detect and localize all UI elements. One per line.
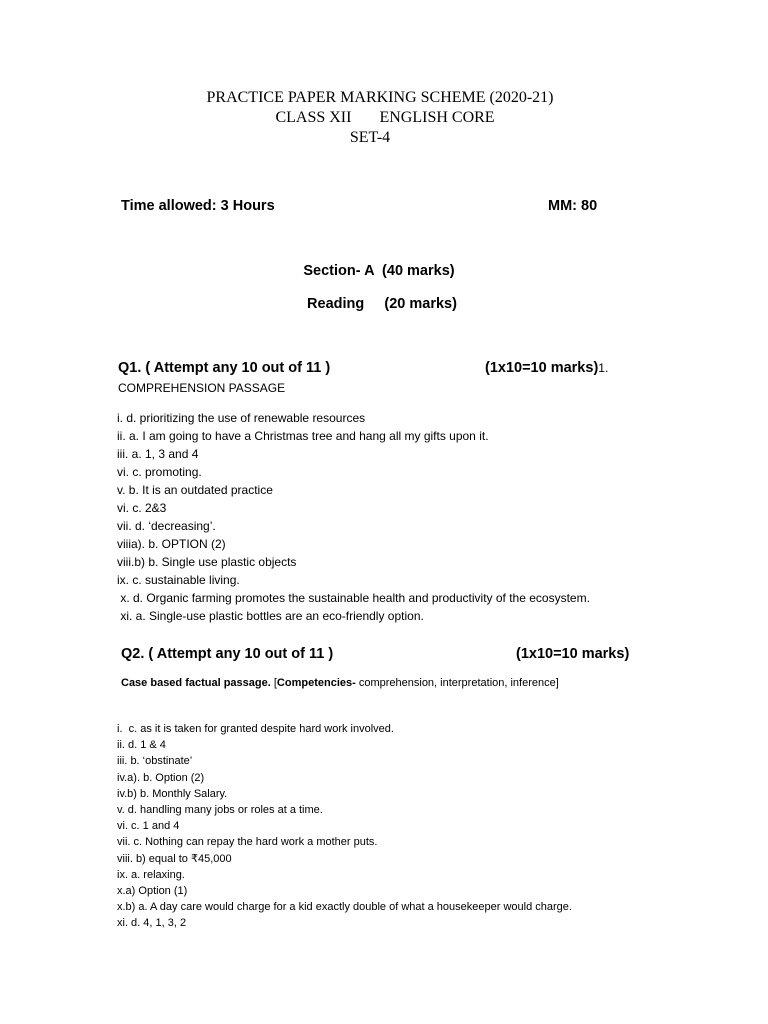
q1-marks-tail: 1. (598, 361, 609, 375)
list-item: ii. a. I am going to have a Christmas tree and hang all my gifts upon it. (117, 429, 489, 443)
list-item: viiia). b. OPTION (2) (117, 537, 226, 551)
list-item: ii. d. 1 & 4 (117, 739, 166, 752)
q1-marks (485, 360, 608, 376)
list-item: iv.a). b. Option (2) (117, 771, 205, 784)
list-item: iv.b) b. Monthly Salary. (117, 787, 228, 800)
list-item: viii.b) b. Single use plastic objects (117, 555, 297, 569)
exam-meta-row (121, 198, 601, 214)
list-item: xi. d. 4, 1, 3, 2 (117, 917, 187, 930)
list-item: iii. a. 1, 3 and 4 (117, 447, 199, 461)
q1-marks-text: (1x10=10 marks) (485, 360, 599, 376)
q1-heading: Q1. ( Attempt any 10 out of 11 ) (118, 360, 331, 376)
list-item: iii. b. ‘obstinate’ (117, 755, 193, 768)
q2-answer-list (117, 721, 572, 932)
list-item: ix. c. sustainable living. (117, 573, 240, 587)
list-item: v. d. handling many jobs or roles at a time. (117, 804, 323, 817)
subject-label: ENGLISH CORE (379, 109, 495, 126)
list-item: vi. c. 2&3 (117, 501, 167, 515)
q1-passage-label: COMPREHENSION PASSAGE (118, 381, 286, 395)
class-subject-line (2, 108, 768, 128)
list-item: i. d. prioritizing the use of renewable resources (117, 411, 366, 425)
document-header (0, 88, 768, 148)
list-item: v. b. It is an outdated practice (117, 483, 273, 497)
list-item: vi. c. promoting. (117, 465, 202, 479)
case-label-rest: comprehension, interpretation, inference] (355, 677, 559, 689)
section-title: Section- A (40 marks) (303, 263, 455, 279)
list-item: vii. c. Nothing can repay the hard work a mother puts. (117, 836, 378, 849)
case-label-bracket: [ (270, 677, 277, 689)
list-item: x. d. Organic farming promotes the sustainable health and productivity of the ecosystem. (117, 591, 590, 605)
time-allowed: Time allowed: 3 Hours (121, 198, 275, 214)
class-label: CLASS XII (275, 109, 352, 126)
max-marks: MM: 80 (548, 198, 598, 214)
list-item: vii. d. ‘decreasing’. (117, 519, 216, 533)
section-subtitle: Reading (20 marks) (307, 296, 457, 312)
set-label: SET-4 (349, 129, 391, 146)
list-item: xi. a. Single-use plastic bottles are an eco-friendly option. (117, 609, 424, 623)
q1-heading-row (118, 360, 638, 376)
list-item: x.a) Option (1) (117, 885, 188, 898)
list-item: viii. b) equal to ₹45,000 (117, 852, 232, 865)
list-item: ix. a. relaxing. (117, 868, 185, 881)
q2-heading: Q2. ( Attempt any 10 out of 11 ) (121, 646, 334, 662)
list-item: i. c. as it is taken for granted despite hard work involved. (117, 723, 394, 735)
q2-marks: (1x10=10 marks) (516, 646, 630, 662)
case-label-type: Case based factual passage. (121, 677, 271, 689)
q2-heading-row (121, 646, 641, 662)
q1-answer-list (117, 409, 590, 625)
document-title: PRACTICE PAPER MARKING SCHEME (2020-21) (206, 89, 554, 106)
list-item: vi. c. 1 and 4 (117, 820, 180, 833)
q2-passage-label (121, 677, 559, 689)
list-item: x.b) a. A day care would charge for a kid exactly double of what a housekeeper would charge. (117, 901, 572, 914)
case-label-competencies: Competencies- (276, 677, 356, 689)
